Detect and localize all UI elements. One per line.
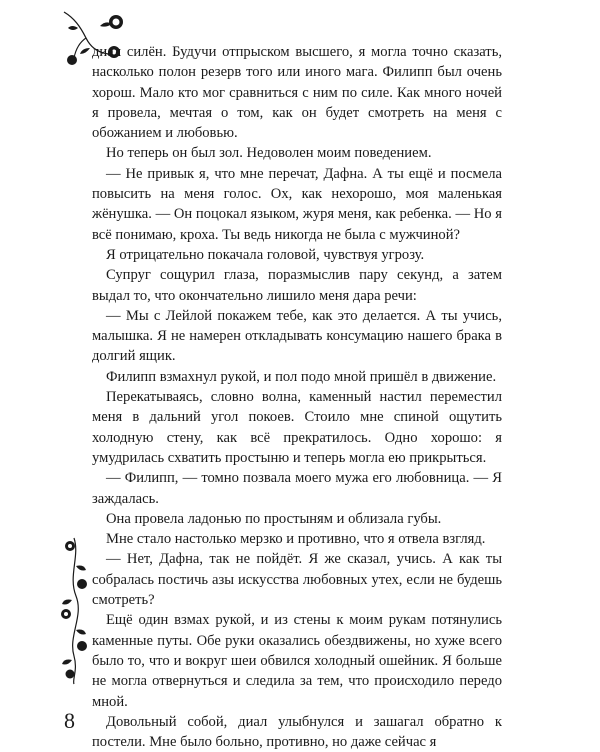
page-body [92, 42, 502, 752]
paragraph: — Филипп, — томно позвала моего мужа его любовница. — Я заждалась. [92, 470, 502, 507]
paragraph: — Нет, Дафна, так не пойдёт. Я же сказал, учись. А как ты собралась постичь азы искусства любовных утех, если не будешь смотреть? [92, 551, 502, 609]
paragraph: Она провела ладонью по простыням и облизала губы. [106, 510, 442, 527]
page-number: 8 [64, 708, 75, 733]
paragraph: Филипп взмахнул рукой, и пол подо мной пришёл в движение. [106, 368, 497, 385]
paragraph: Я отрицательно покачала головой, чувствуя угрозу. [106, 246, 425, 263]
rose-vine-side-ornament-icon [56, 536, 92, 686]
paragraph: Перекатываясь, словно волна, каменный настил переместил меня в дальний угол покоев. Стоило мне спиной ощутить холодную стену, как всё прекратилось. Одно хорошо: я умудрилась схватить простыню и теперь могла ею прикрыться. [92, 389, 502, 466]
paragraph: — Мы с Лейлой покажем тебе, как это делается. А ты учись, малышка. Я не намерен откладывать консумацию нашего брака в долгий ящик. [92, 307, 502, 365]
paragraph: диал силён. Будучи отпрыском высшего, я могла точно сказать, насколько полон резерв того или иного мага. Филипп был очень хорош. Мало кто мог сравниться с ним по силе. Как много ночей я провела, мечтая о том, как он будет смотреть на меня с обожанием и любовью. [92, 44, 502, 142]
paragraph: Супруг сощурил глаза, поразмыслив пару секунд, а затем выдал то, что окончательно лишило меня дара речи: [92, 267, 502, 304]
paragraph: Мне стало настолько мерзко и противно, что я отвела взгляд. [106, 531, 486, 548]
paragraph: — Не привык я, что мне перечат, Дафна. А ты ещё и посмела повысить на меня голос. Ох, как нехорошо, моя маленькая жёнушка. — Он поцокал языком, журя меня, как ребенка. — Но я всё понимаю, кроха. Ты ведь никогда не была с мужчиной? [92, 165, 502, 243]
paragraph: Но теперь он был зол. Недоволен моим поведением. [106, 145, 432, 162]
paragraph: Довольный собой, диал улыбнулся и зашагал обратно к постели. Мне было больно, противно, но даже сейчас я [92, 713, 502, 751]
paragraph: Ещё один взмах рукой, и из стены к моим рукам потянулись каменные путы. Обе руки оказались обездвижены, но хуже всего было то, что и вокруг шеи обвился холодный ошейник. Я больше не могла отвернуться и следила за тем, что происходило передо мной. [92, 612, 502, 710]
